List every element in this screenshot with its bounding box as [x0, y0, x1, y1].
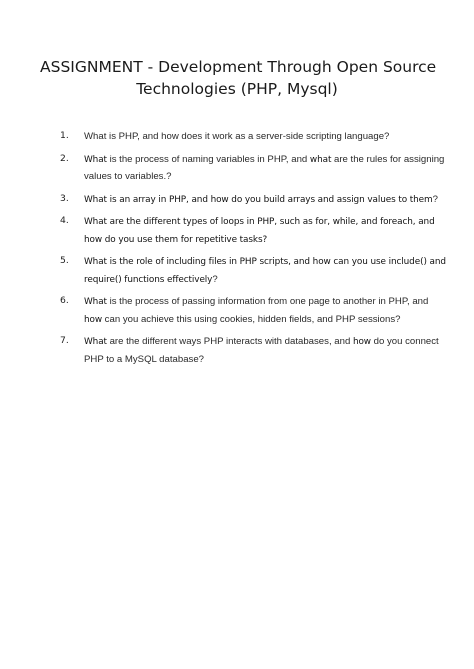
question-line [84, 213, 435, 231]
regular-text: What is PHP, and how does it work as a server-side scripting language? [84, 131, 390, 142]
question-item [60, 151, 445, 186]
bold-text: what [309, 154, 332, 165]
question-item [60, 333, 439, 368]
question-text [84, 151, 444, 186]
question-item [60, 253, 446, 288]
regular-text: are the different ways PHP interacts with databases, and [106, 336, 353, 347]
question-text [84, 128, 420, 146]
title-line-1: ASSIGNMENT - Development Through Open Source [40, 58, 437, 76]
question-item [60, 213, 435, 248]
question-text [84, 333, 439, 368]
question-text [84, 213, 435, 248]
question-line [84, 271, 446, 289]
question-line [84, 128, 420, 146]
bold-text: What [84, 297, 107, 307]
question-number: 2. [60, 152, 69, 164]
bold-text: how do you use them for repetitive tasks? [84, 234, 268, 245]
bold-text: What are the different types of loops in PHP, such as for, while, and foreach, and [84, 217, 435, 227]
question-number: 5. [60, 255, 69, 266]
bold-text: require() functions effectively [84, 274, 213, 285]
question-item [60, 191, 438, 209]
regular-text: do you connect [370, 336, 439, 347]
question-text [84, 191, 438, 209]
question-line [84, 168, 444, 186]
document-title [40, 56, 437, 100]
question-line [84, 351, 439, 369]
question-item [60, 128, 420, 146]
question-item [60, 293, 429, 328]
question-line [84, 253, 446, 271]
question-number: 3. [60, 192, 69, 204]
bold-text: What is an array in PHP, and how do you build arrays and assign values to them [84, 194, 433, 205]
regular-text: is the process of naming variables in PHP, and [106, 153, 310, 165]
bold-text: What [84, 154, 107, 165]
regular-text: ? [432, 193, 438, 205]
bold-text: how [352, 337, 371, 347]
question-line [84, 311, 428, 329]
regular-text: is the process of passing information from one page to another in PHP, and [106, 296, 429, 307]
bold-text: how [84, 314, 103, 325]
question-line [84, 333, 439, 351]
bold-text: What is the role of including files in PHP scripts, and how can you use include() and [84, 257, 446, 267]
title-line-2: Technologies (PHP, Mysql) [136, 80, 338, 98]
question-number: 1. [60, 130, 69, 141]
question-number: 7. [60, 335, 69, 346]
question-list [60, 128, 446, 373]
question-number: 4. [60, 215, 69, 226]
question-line [84, 151, 444, 169]
question-line [84, 191, 438, 209]
regular-text: are the rules for assigning [331, 153, 445, 165]
question-text [84, 253, 446, 288]
regular-text: ? [212, 273, 218, 285]
question-text [84, 293, 428, 328]
question-number: 6. [60, 295, 69, 306]
regular-text: can you achieve this using cookies, hidden fields, and PHP sessions? [102, 313, 401, 325]
regular-text: values to variables.? [84, 171, 172, 182]
bold-text: What [84, 337, 107, 347]
question-line [84, 293, 428, 311]
question-line [84, 231, 435, 249]
regular-text: PHP to a MySQL database? [84, 353, 204, 365]
